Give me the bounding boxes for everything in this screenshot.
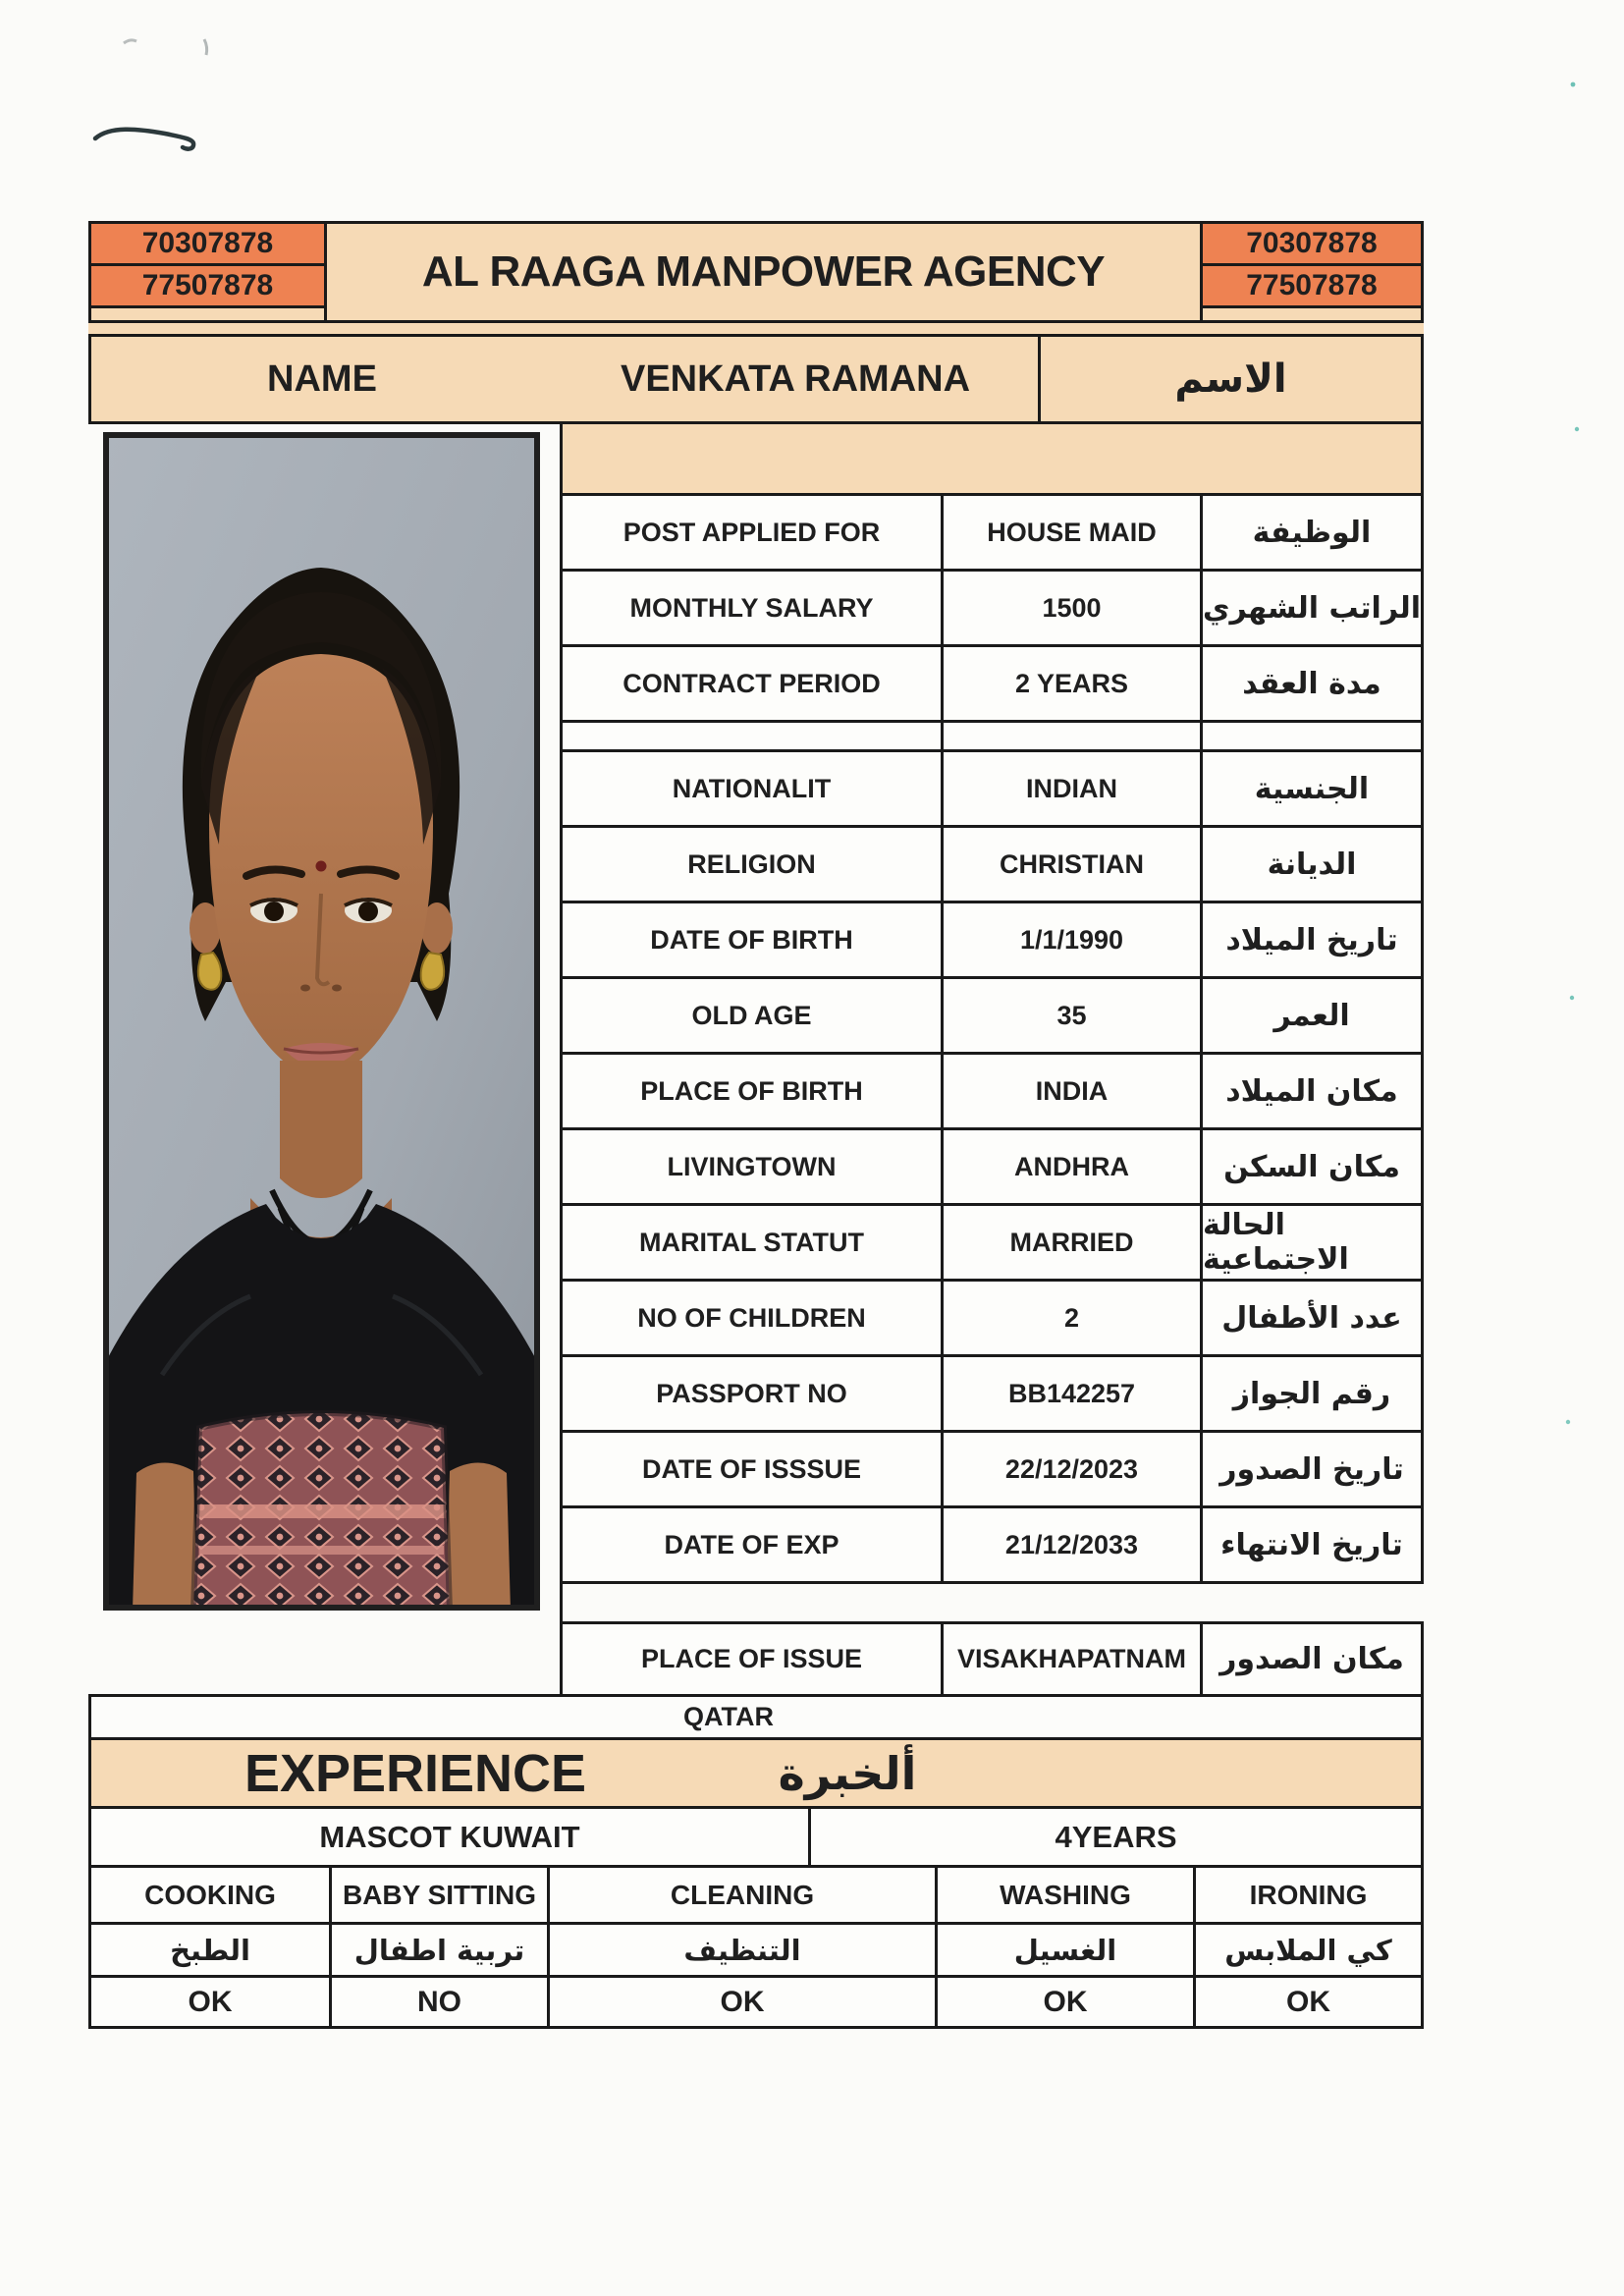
detail-row	[560, 496, 1424, 572]
detail-arabic-label	[1200, 752, 1421, 825]
detail-label	[563, 752, 941, 825]
phone-number: 70307878	[1203, 224, 1421, 266]
skill-name-text: CLEANING	[670, 1879, 815, 1910]
detail-arabic-label	[1200, 496, 1421, 569]
detail-label-text: RELIGION	[687, 848, 816, 879]
skill-arabic	[547, 1925, 935, 1975]
skill-status	[329, 1978, 547, 2026]
skill-status-text: OK	[720, 1985, 765, 2018]
employer-name: MASCOT KUWAIT	[91, 1809, 811, 1865]
skill-status	[547, 1978, 935, 2026]
detail-label	[563, 496, 941, 569]
skill-name-text: COOKING	[144, 1879, 276, 1910]
detail-row	[560, 903, 1424, 979]
skill-name	[91, 1868, 329, 1922]
name-value: VENKATA RAMANA	[620, 357, 971, 400]
detail-row	[560, 1206, 1424, 1282]
detail-label	[563, 647, 941, 720]
detail-arabic-text: العمر	[1273, 998, 1350, 1033]
employment-row	[88, 1806, 1424, 1868]
detail-value	[941, 1206, 1200, 1279]
detail-label	[563, 1055, 941, 1127]
name-row	[88, 334, 1424, 424]
detail-value-text: INDIA	[1035, 1075, 1109, 1106]
empty-cell	[1200, 723, 1421, 749]
detail-arabic-text: الراتب الشهري	[1203, 590, 1421, 626]
experience-title: EXPERIENCE	[244, 1743, 587, 1803]
detail-arabic-text: تاريخ الانتهاء	[1220, 1527, 1403, 1562]
detail-value	[941, 647, 1200, 720]
detail-value	[941, 752, 1200, 825]
detail-row	[560, 828, 1424, 903]
skill-name	[935, 1868, 1193, 1922]
detail-label	[563, 1624, 941, 1694]
detail-arabic-text: الديانة	[1267, 847, 1357, 882]
detail-label	[563, 828, 941, 901]
detail-arabic-text: رقم الجواز	[1232, 1376, 1391, 1411]
detail-value-text: 21/12/2033	[1004, 1529, 1139, 1559]
agency-name: AL RAAGA MANPOWER AGENCY	[324, 224, 1203, 320]
detail-arabic-text: مكان السكن	[1223, 1149, 1400, 1184]
detail-value-text: 1/1/1990	[1019, 924, 1124, 955]
detail-value-text: VISAKHAPATNAM	[957, 1644, 1186, 1673]
name-label: NAME	[267, 357, 377, 400]
detail-arabic-text: مدة العقد	[1242, 666, 1381, 701]
detail-label-text: NO OF CHILDREN	[637, 1302, 866, 1333]
skill-name	[329, 1868, 547, 1922]
detail-value	[941, 979, 1200, 1052]
qatar-row	[88, 1694, 1424, 1740]
detail-value-text: ANDHRA	[1014, 1151, 1129, 1181]
detail-label-text: DATE OF BIRTH	[650, 924, 853, 955]
detail-value-text: 2	[1063, 1302, 1080, 1333]
detail-arabic-text: مكان الصدور	[1219, 1642, 1404, 1676]
detail-label-text: PASSPORT NO	[656, 1378, 847, 1408]
phone-number: 77507878	[1203, 266, 1421, 308]
detail-value-text: BB142257	[1007, 1378, 1136, 1408]
detail-label-text: PLACE OF ISSUE	[640, 1644, 863, 1673]
experience-title-arabic: ألخبرة	[778, 1746, 917, 1800]
detail-row	[560, 1282, 1424, 1357]
detail-arabic-label	[1200, 647, 1421, 720]
detail-arabic-label	[1200, 1206, 1421, 1279]
detail-arabic-text: الوظيفة	[1252, 515, 1372, 550]
detail-arabic-text: الجنسية	[1254, 771, 1370, 806]
table-gap-stub	[560, 1584, 563, 1621]
candidate-photo	[103, 432, 540, 1611]
detail-label-text: NATIONALIT	[672, 773, 832, 803]
detail-row	[560, 1055, 1424, 1130]
skills-table	[88, 1865, 1424, 2029]
detail-arabic-label	[1200, 1624, 1421, 1694]
detail-row	[560, 1621, 1424, 1697]
detail-value	[941, 1357, 1200, 1430]
detail-arabic-text: عدد الأطفال	[1221, 1300, 1402, 1336]
detail-value	[941, 1508, 1200, 1581]
detail-label	[563, 1282, 941, 1354]
detail-value-text: 22/12/2023	[1004, 1453, 1139, 1484]
skill-status	[91, 1978, 329, 2026]
detail-arabic-label	[1200, 572, 1421, 644]
empty-cell	[941, 723, 1200, 749]
skill-arabic-text: تربية اطفال	[353, 1933, 525, 1967]
empty-row	[560, 723, 1424, 752]
detail-label-text: MARITAL STATUT	[639, 1227, 864, 1257]
employment-duration: 4YEARS	[1055, 1819, 1177, 1854]
skill-status	[935, 1978, 1193, 2026]
detail-value-text: MARRIED	[1009, 1227, 1134, 1257]
detail-label	[563, 1433, 941, 1505]
detail-value	[941, 1130, 1200, 1203]
skill-arabic	[1193, 1925, 1421, 1975]
detail-value-text: 2 YEARS	[1014, 668, 1129, 698]
detail-arabic-label	[1200, 1433, 1421, 1505]
skill-status-text: NO	[417, 1985, 461, 2018]
detail-value	[941, 496, 1200, 569]
skill-name	[547, 1868, 935, 1922]
skill-arabic-row	[88, 1925, 1424, 1978]
detail-label	[563, 1357, 941, 1430]
detail-arabic-label	[1200, 1130, 1421, 1203]
phone-number: 70307878	[91, 224, 324, 266]
detail-value	[941, 1282, 1200, 1354]
detail-row	[560, 1357, 1424, 1433]
detail-label-text: POST APPLIED FOR	[623, 517, 881, 547]
detail-label	[563, 1508, 941, 1581]
skill-status	[1193, 1978, 1421, 2026]
skill-arabic	[935, 1925, 1193, 1975]
detail-value	[941, 1624, 1200, 1694]
skill-arabic-text: الطبخ	[170, 1933, 250, 1967]
skill-name-text: WASHING	[1000, 1879, 1131, 1910]
skill-arabic-text: التنظيف	[683, 1933, 801, 1967]
detail-row	[560, 1508, 1424, 1584]
table-top-band	[560, 421, 1424, 496]
detail-label	[563, 1206, 941, 1279]
empty-cell	[563, 723, 941, 749]
detail-value	[941, 903, 1200, 976]
detail-value	[941, 1055, 1200, 1127]
detail-value-text: HOUSE MAID	[987, 517, 1157, 547]
detail-row	[560, 752, 1424, 828]
detail-value-text: INDIAN	[1026, 773, 1117, 803]
detail-arabic-label	[1200, 1357, 1421, 1430]
detail-arabic-text: الحالة الاجتماعية	[1203, 1208, 1349, 1277]
detail-label-text: DATE OF ISSSUE	[641, 1453, 862, 1484]
detail-label-text: CONTRACT PERIOD	[623, 668, 881, 698]
skill-status-text: OK	[1286, 1985, 1330, 2018]
detail-label	[563, 903, 941, 976]
detail-label	[563, 979, 941, 1052]
detail-value-text: CHRISTIAN	[1000, 848, 1144, 879]
skill-name-row	[88, 1865, 1424, 1925]
agency-header	[88, 221, 1424, 323]
experience-header	[88, 1737, 1424, 1809]
detail-arabic-text: تاريخ الصدور	[1219, 1451, 1404, 1487]
detail-value-text: 1500	[1042, 592, 1102, 623]
detail-value	[941, 1433, 1200, 1505]
skill-arabic	[91, 1925, 329, 1975]
skill-name-text: IRONING	[1249, 1879, 1368, 1910]
skill-status-text: OK	[188, 1985, 233, 2018]
detail-label-text: MONTHLY SALARY	[629, 592, 874, 623]
skill-name-text: BABY SITTING	[342, 1879, 537, 1910]
skill-name	[1193, 1868, 1421, 1922]
detail-row	[560, 1433, 1424, 1508]
detail-value-text: 35	[1056, 1000, 1087, 1030]
skill-arabic	[329, 1925, 547, 1975]
skill-arabic-text: الغسيل	[1013, 1933, 1117, 1967]
name-arabic-label: الاسم	[1038, 337, 1421, 421]
detail-row	[560, 1130, 1424, 1206]
detail-value	[941, 572, 1200, 644]
detail-value	[941, 828, 1200, 901]
detail-label-text: OLD AGE	[691, 1000, 812, 1030]
detail-row	[560, 572, 1424, 647]
detail-arabic-label	[1200, 1055, 1421, 1127]
details-table	[560, 421, 1424, 1697]
detail-label	[563, 1130, 941, 1203]
qatar-note: QATAR	[683, 1702, 774, 1731]
detail-arabic-label	[1200, 1282, 1421, 1354]
detail-label	[563, 572, 941, 644]
detail-label-text: PLACE OF BIRTH	[640, 1075, 863, 1106]
skill-arabic-text: كي الملابس	[1224, 1933, 1392, 1967]
detail-row	[560, 647, 1424, 723]
detail-arabic-text: مكان الميلاد	[1225, 1073, 1398, 1109]
skill-status-text: OK	[1043, 1985, 1088, 2018]
detail-label-text: LIVINGTOWN	[667, 1151, 837, 1181]
detail-arabic-label	[1200, 828, 1421, 901]
detail-arabic-label	[1200, 979, 1421, 1052]
phone-column-left	[91, 224, 324, 320]
detail-label-text: DATE OF EXP	[664, 1529, 839, 1559]
detail-arabic-text: تاريخ الميلاد	[1225, 922, 1398, 957]
phone-column-right	[1203, 224, 1421, 320]
detail-row	[560, 979, 1424, 1055]
detail-arabic-label	[1200, 1508, 1421, 1581]
skill-status-row	[88, 1978, 1424, 2029]
phone-number: 77507878	[91, 266, 324, 308]
detail-arabic-label	[1200, 903, 1421, 976]
